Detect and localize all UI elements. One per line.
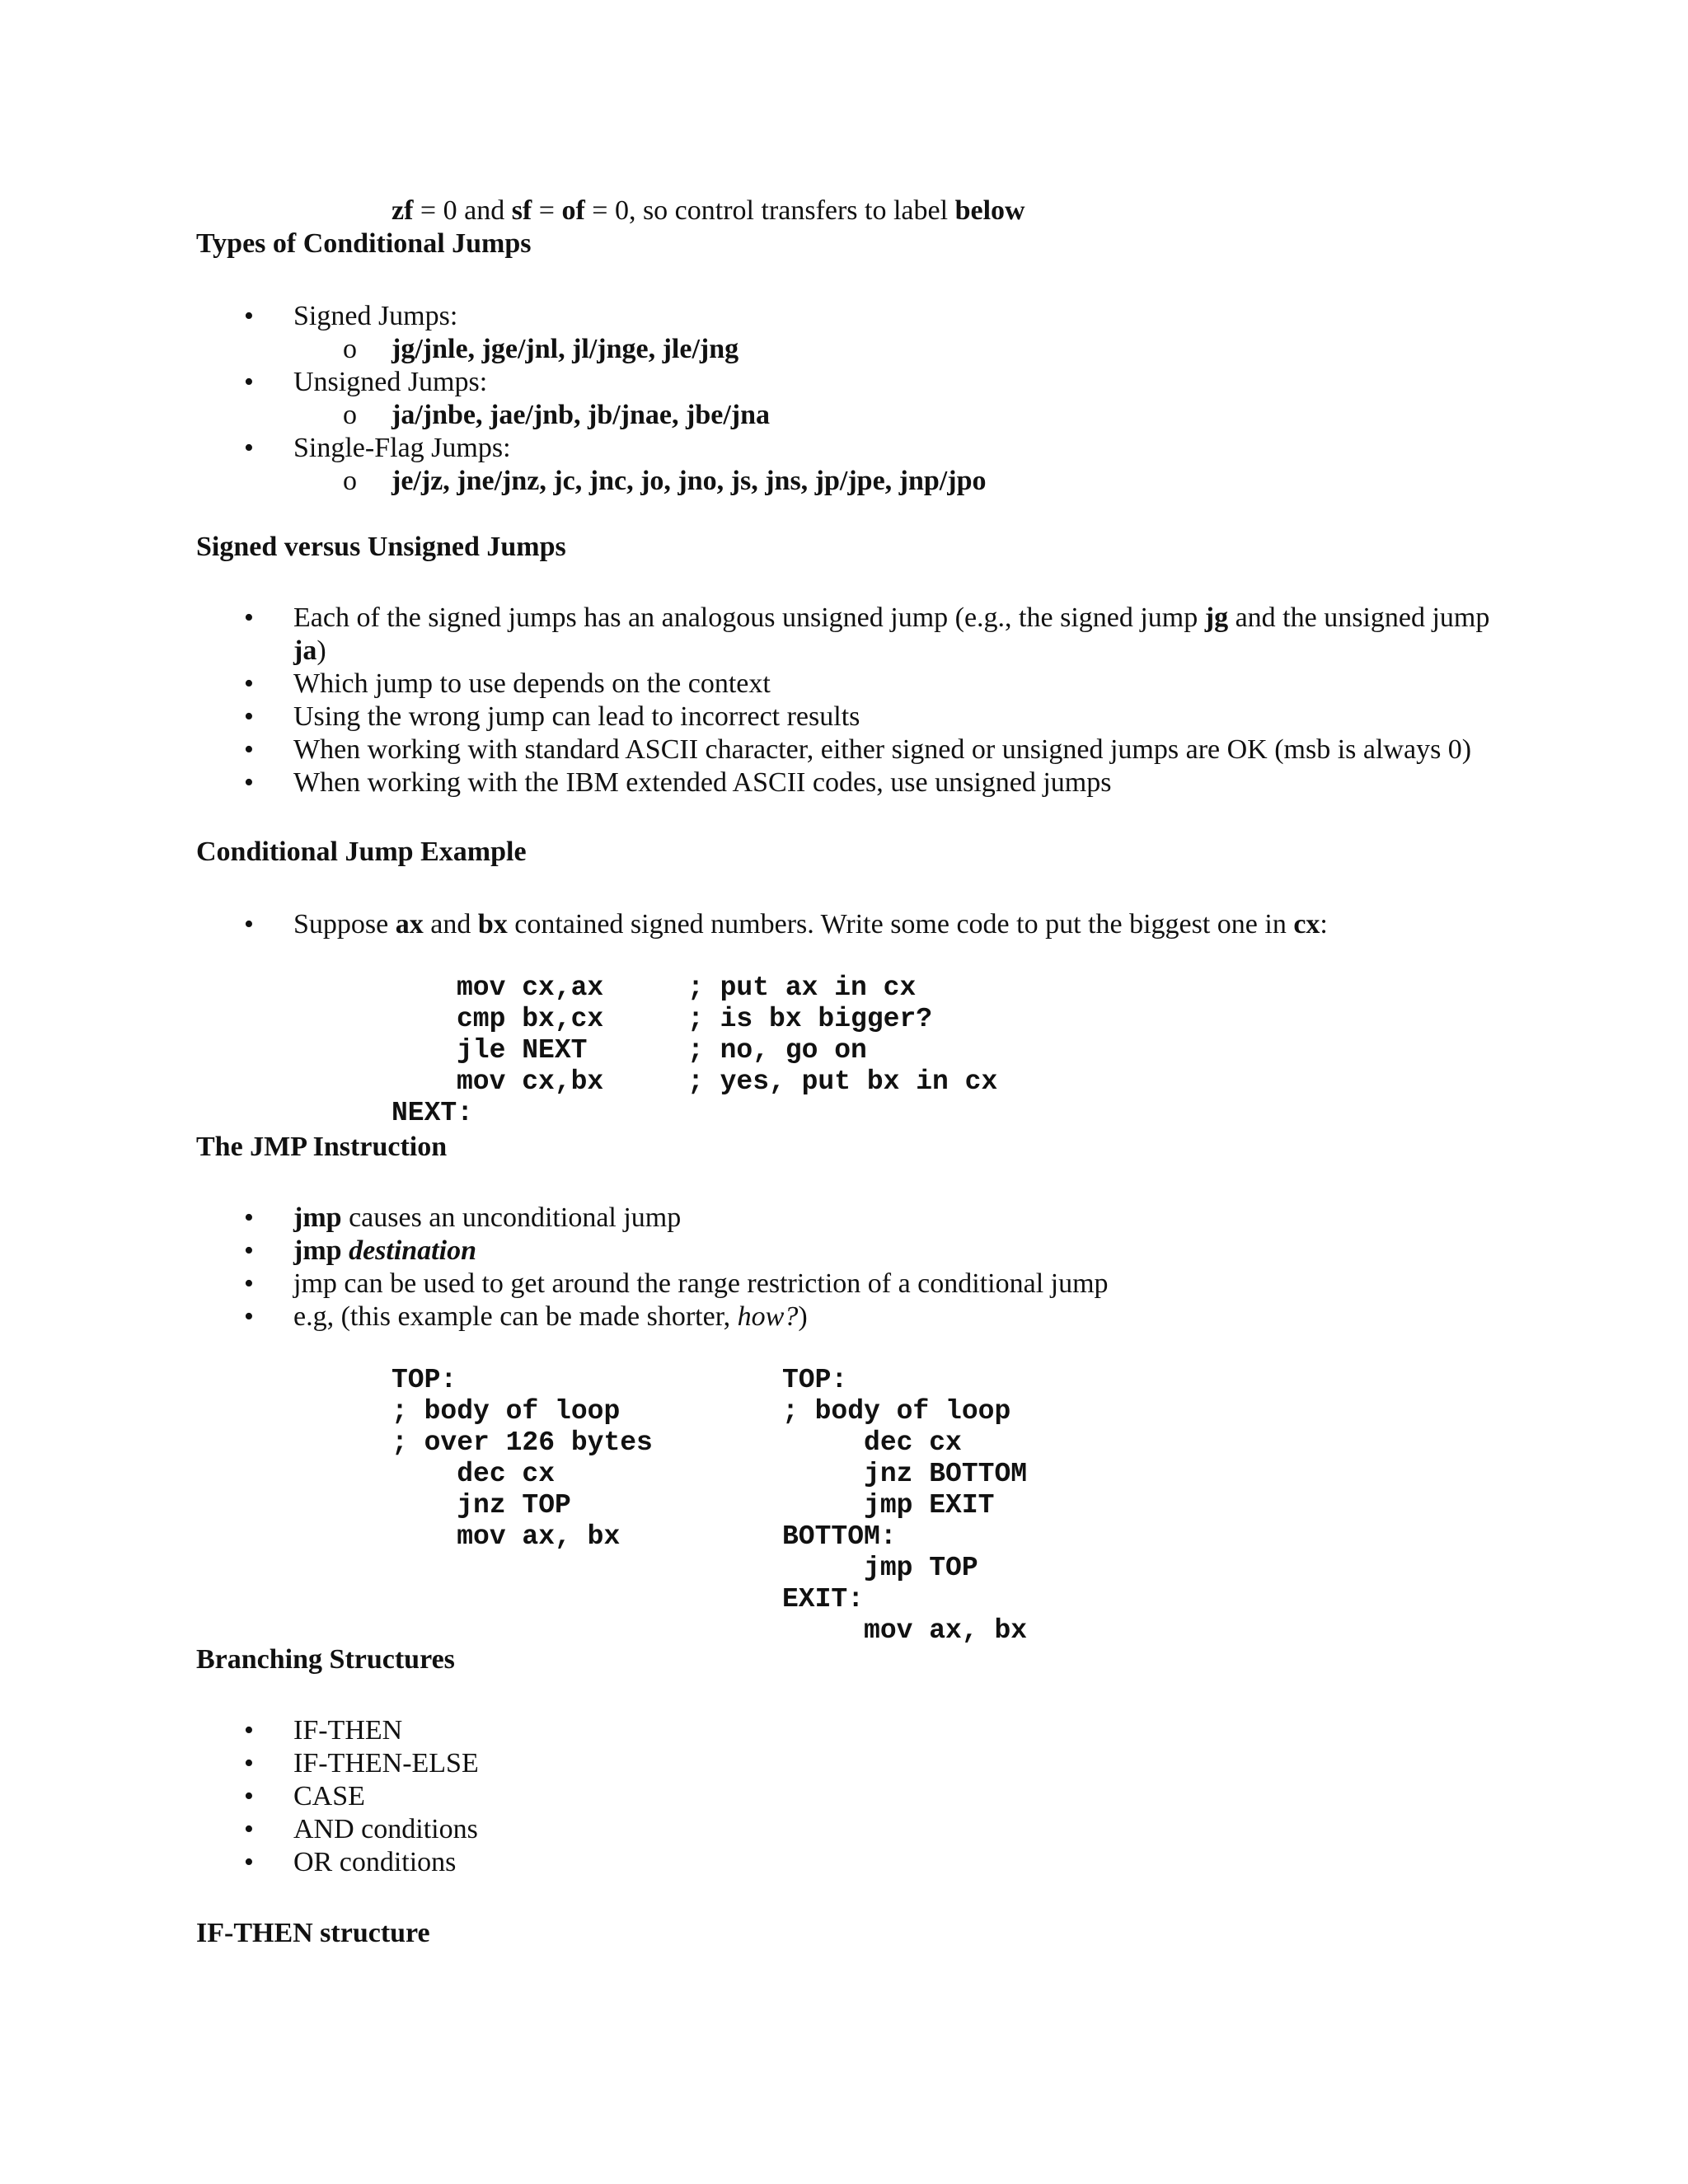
cx-register: cx — [1293, 909, 1320, 940]
example-text-3: contained signed numbers. Write some code to put the biggest one in — [507, 909, 1294, 940]
intro-text-2: = — [532, 195, 562, 226]
bullet-icon: • — [244, 734, 254, 765]
jmp-bullet-4 — [293, 1301, 808, 1333]
branching-heading: Branching Structures — [196, 1644, 455, 1675]
signed-b1-mid: and the unsigned jump — [1228, 602, 1490, 633]
bullet-icon: • — [244, 1202, 254, 1233]
of-flag: of — [561, 195, 585, 226]
bullet-icon: • — [244, 1268, 254, 1299]
bullet-icon: • — [244, 367, 254, 397]
types-sub-unsigned: ja/jnbe, jae/jnb, jb/jnae, jbe/jna — [392, 400, 770, 430]
signed-b1-text: Each of the signed jumps has an analogous unsigned jump (e.g., the signed jump — [293, 602, 1205, 633]
jg-keyword: jg — [1204, 602, 1229, 633]
destination-operand: destination — [349, 1235, 476, 1266]
ja-keyword: ja — [293, 635, 317, 666]
signed-heading: Signed versus Unsigned Jumps — [196, 532, 566, 562]
code-instr: cmp bx,cx — [457, 1004, 604, 1034]
bullet-icon: • — [244, 767, 254, 798]
bullet-icon: • — [244, 1814, 254, 1844]
intro-text-1: = 0 and — [413, 195, 512, 226]
bullet-icon: • — [244, 1715, 254, 1746]
bx-register: bx — [477, 909, 508, 940]
signed-bullet-1-cont — [293, 635, 326, 668]
types-sub-single-flag: je/jz, jne/jnz, jc, jnc, jo, jno, js, jns, jp/jpe, jnp/jpo — [392, 466, 987, 496]
branching-item: IF-THEN — [293, 1715, 403, 1746]
branching-item: AND conditions — [293, 1814, 478, 1844]
how-question: how? — [737, 1301, 799, 1332]
types-item-unsigned: Unsigned Jumps: — [293, 367, 488, 397]
sub-bullet-icon: o — [343, 400, 357, 430]
jmp-keyword: jmp — [293, 1235, 349, 1266]
example-text-1: Suppose — [293, 909, 396, 940]
bullet-icon: • — [244, 1748, 254, 1779]
signed-bullet-2: Which jump to use depends on the context — [293, 668, 771, 699]
jmp-b1-text: causes an unconditional jump — [341, 1202, 682, 1233]
code-instr: jle NEXT — [457, 1035, 588, 1066]
code-instr: mov cx,bx — [457, 1066, 604, 1097]
signed-b1-end: ) — [316, 635, 326, 666]
jmp-b4-text: e.g, (this example can be made shorter, — [293, 1301, 738, 1332]
code-instr: mov cx,ax — [457, 972, 604, 1003]
below-label: below — [954, 195, 1025, 226]
zf-flag: zf — [392, 195, 414, 226]
intro-line — [392, 194, 1025, 227]
example-heading: Conditional Jump Example — [196, 837, 527, 867]
branching-item: OR conditions — [293, 1847, 457, 1877]
types-item-signed: Signed Jumps: — [293, 301, 458, 331]
bullet-icon: • — [244, 1847, 254, 1877]
bullet-icon: • — [244, 701, 254, 732]
signed-bullet-3: Using the wrong jump can lead to incorrect results — [293, 701, 860, 732]
sub-bullet-icon: o — [343, 334, 357, 364]
code-comment: ; is bx bigger? — [687, 1004, 933, 1034]
bullet-icon: • — [244, 602, 254, 633]
sub-bullet-icon: o — [343, 466, 357, 496]
bullet-icon: • — [244, 1301, 254, 1332]
code-comment: ; put ax in cx — [687, 972, 917, 1003]
code-block-right: TOP: ; body of loop dec cx jnz BOTTOM jmp EXIT BOTTOM: jmp TOP EXIT: mov ax, bx — [782, 1365, 1028, 1646]
bullet-icon: • — [244, 668, 254, 699]
sf-flag: sf — [511, 195, 532, 226]
example-statement — [293, 908, 1328, 941]
types-item-single-flag: Single-Flag Jumps: — [293, 433, 511, 463]
intro-text-3: = 0, so control transfers to label — [584, 195, 955, 226]
bullet-icon: • — [244, 909, 254, 940]
jmp-keyword: jmp — [293, 1202, 342, 1233]
example-text-4: : — [1320, 909, 1328, 940]
jmp-heading: The JMP Instruction — [196, 1132, 448, 1162]
ax-register: ax — [395, 909, 424, 940]
bullet-icon: • — [244, 301, 254, 331]
bullet-icon: • — [244, 1781, 254, 1811]
jmp-bullet-2 — [293, 1235, 476, 1268]
bullet-icon: • — [244, 433, 254, 463]
code-block-left: TOP: ; body of loop ; over 126 bytes dec cx jnz TOP mov ax, bx — [392, 1365, 653, 1552]
ifthen-heading: IF-THEN structure — [196, 1918, 430, 1948]
example-text-2: and — [423, 909, 478, 940]
jmp-bullet-3: jmp can be used to get around the range restriction of a conditional jump — [293, 1268, 1109, 1299]
bullet-icon: • — [244, 1235, 254, 1266]
branching-item: CASE — [293, 1781, 365, 1811]
signed-bullet-5: When working with the IBM extended ASCII codes, use unsigned jumps — [293, 767, 1112, 798]
types-sub-signed: jg/jnle, jge/jnl, jl/jnge, jle/jng — [392, 334, 739, 364]
branching-item: IF-THEN-ELSE — [293, 1748, 479, 1779]
code-comment: ; yes, put bx in cx — [687, 1066, 998, 1097]
signed-bullet-4: When working with standard ASCII character, either signed or unsigned jumps are OK (msb is always 0) — [293, 734, 1472, 765]
jmp-bullet-1 — [293, 1202, 681, 1235]
jmp-b4-end: ) — [798, 1301, 808, 1332]
code-label: NEXT: — [392, 1098, 474, 1128]
code-comment: ; no, go on — [687, 1035, 867, 1066]
signed-bullet-1 — [293, 602, 1489, 635]
types-heading: Types of Conditional Jumps — [196, 228, 532, 259]
